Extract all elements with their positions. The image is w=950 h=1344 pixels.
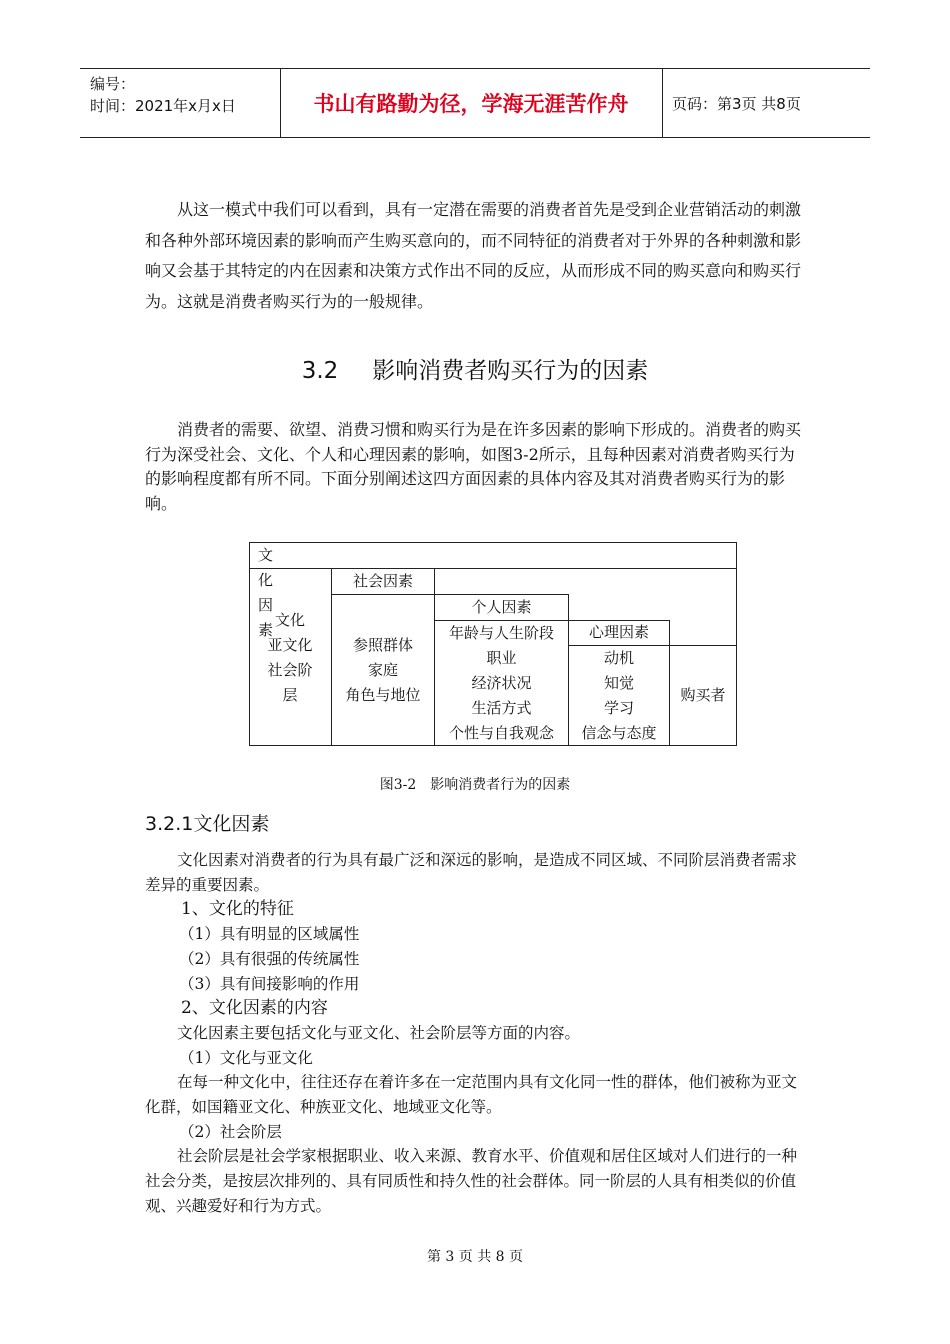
subsection-body [145,848,810,1219]
intro-paragraph: 从这一模式中我们可以看到，具有一定潜在需要的消费者首先是受到企业营销活动的刺激和各种外部环境因素的影响而产生购买意向的，而不同特征的消费者对于外界的各种刺激和影响又会基于其特定的内在因素和决策方式作出不同的反应，从而形成不同的购买意向和购买行为。这就是消费者购买行为的一般规律。 [145,200,802,311]
personal-items [434,621,569,746]
section-title: 影响消费者购买行为的因素 [372,358,649,384]
psych-item: 动机 [603,649,634,667]
personal-title: 个人因素 [471,598,532,616]
social-item: 角色与地位 [345,686,421,704]
page-footer: 第 3 页 共 8 页 [426,1249,524,1265]
psych-title: 心理因素 [588,623,649,641]
personal-item: 经济状况 [471,674,532,692]
header-meta [90,73,236,117]
section-paragraph: 消费者的需要、欲望、消费习惯和购买行为是在许多因素的影响下形成的。消费者的购买行为深受社会、文化、个人和心理因素的影响，如图3-2所示，且每种因素对消费者购买行为的影响程度都有所不同。下面分别阐述这四方面因素的具体内容及其对消费者购买行为的影响。 [145,420,802,513]
personal-item: 年龄与人生阶段 [448,624,554,642]
body-paragraph: 文化因素对消费者的行为具有最广泛和深远的影响，是造成不同区域、不同阶层消费者需求差异的重要因素。 [145,851,798,894]
culture-title: 文化因素 [258,546,274,639]
culture-item: 层 [282,686,298,704]
social-items [331,633,435,708]
list-heading: 2、文化因素的内容 [181,998,328,1019]
social-title: 社会因素 [352,572,413,590]
personal-item: 职业 [486,649,517,667]
body-paragraph: 在每一种文化中，往往还存在着许多在一定范围内具有文化同一性的群体，他们被称为亚文化群，如国籍亚文化、种族亚文化、地域亚文化等。 [145,1073,798,1117]
date-label: 时间：2021年x月x日 [90,97,236,115]
section-heading [0,352,950,385]
culture-items [249,608,331,708]
psych-item: 知觉 [603,674,634,692]
figure-caption: 图3-2 影响消费者行为的因素 [379,777,571,793]
list-heading: 1、文化的特征 [181,899,294,920]
psych-item: 信念与态度 [581,724,657,742]
list-item: （2）社会阶层 [179,1122,282,1141]
body-paragraph: 社会阶层是社会学家根据职业、收入来源、教育水平、价值观和居住区域对人们进行的一种社会分类，是按层次排列的、具有同质性和持久性的社会群体。同一阶层的人具有相类似的价值观、兴趣爱好和行为方式。 [145,1147,798,1215]
personal-item: 个性与自我观念 [448,724,554,742]
personal-item: 生活方式 [471,699,532,717]
list-item: （2）具有很强的传统属性 [179,949,360,968]
body-paragraph: 文化因素主要包括文化与亚文化、社会阶层等方面的内容。 [177,1023,581,1042]
list-item: （1）具有明显的区域属性 [179,925,360,944]
buyer-label: 购买者 [680,686,726,704]
section-number: 3.2 [301,358,339,384]
culture-item: 亚文化 [267,636,313,654]
number-label: 编号： [90,75,136,93]
page-header [80,68,870,138]
psych-items [568,646,670,746]
header-divider [662,69,663,137]
list-item: （1）文化与亚文化 [179,1048,313,1067]
social-item: 家庭 [367,661,398,679]
culture-item: 社会阶 [267,661,313,679]
culture-item: 文化 [274,611,305,629]
header-motto: 书山有路勤为径，学海无涯苦作舟 [313,92,629,116]
psych-item: 学习 [603,699,634,717]
list-item: （3）具有间接影响的作用 [179,974,360,993]
subsection-title: 3.2.1文化因素 [145,813,270,835]
culture-title-cell [249,542,737,569]
social-item: 参照群体 [352,636,413,654]
header-page-info: 页码：第3页 共8页 [672,94,801,113]
